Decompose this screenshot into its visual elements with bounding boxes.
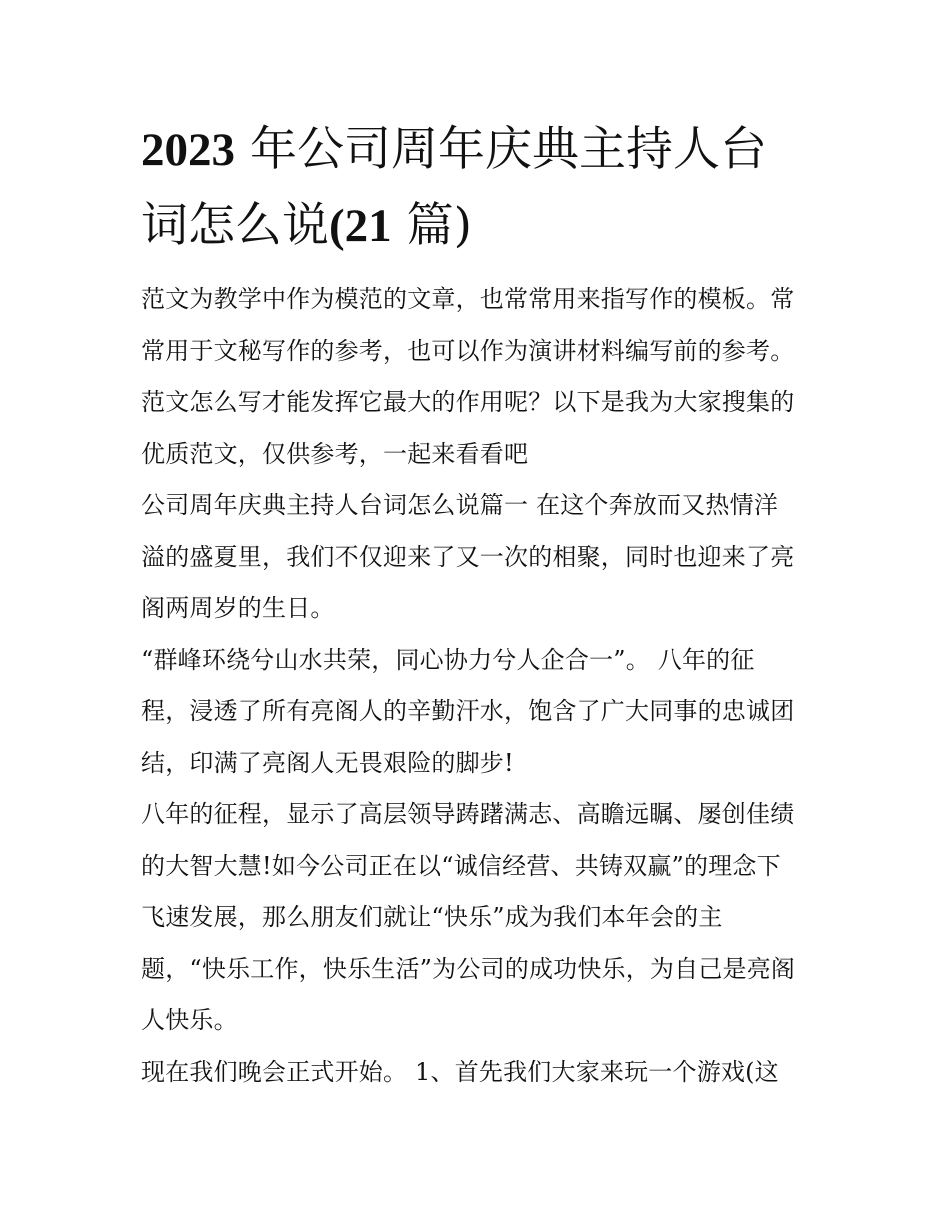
body-line: 溢的盛夏里，我们不仅迎来了又一次的相聚，同时也迎来了亮 <box>141 542 795 571</box>
title-line-2 <box>141 188 821 264</box>
body-line: 范文为教学中作为模范的文章，也常常用来指写作的模板。常 <box>141 285 795 313</box>
body-line: 优质范文，仅供参考，一起来看看吧 <box>141 439 529 468</box>
title-year: 2023 <box>141 124 235 176</box>
body-line: 题，“快乐工作，快乐生活”为公司的成功快乐，为自己是亮阁 <box>141 954 796 983</box>
title-line-1 <box>141 112 821 188</box>
title-text-3: 篇) <box>391 198 472 253</box>
body-line: “群峰环绕兮山水共荣，同心协力兮人企合一”。 八年的征 <box>141 645 755 674</box>
body-line: 范文怎么写才能发挥它最大的作用呢？以下是我为大家搜集的 <box>141 388 795 416</box>
body-line: 阁两周岁的生日。 <box>141 594 335 622</box>
title-count: (21 <box>329 200 392 252</box>
body-line: 常用于文秘写作的参考，也可以作为演讲材料编写前的参考。 <box>141 336 795 365</box>
body-line: 的大智大慧!如今公司正在以“诚信经营、共铸双赢”的理念下 <box>141 851 781 880</box>
title-text-1: 年公司周年庆典主持人台 <box>235 122 767 177</box>
body-line: 公司周年庆典主持人台词怎么说篇一 在这个奔放而又热情洋 <box>141 491 779 519</box>
body-line: 人快乐。 <box>141 1006 238 1034</box>
document-page <box>141 112 821 1098</box>
body-line: 结，印满了亮阁人无畏艰险的脚步! <box>141 748 514 777</box>
body-line: 八年的征程，显示了高层领导踌躇满志、高瞻远瞩、屡创佳绩 <box>141 800 795 828</box>
body-line: 程，浸透了所有亮阁人的辛勤汗水，饱含了广大同事的忠诚团 <box>141 697 795 725</box>
title-text-2: 词怎么说 <box>141 198 329 253</box>
body-line: 飞速发展，那么朋友们就让“快乐”成为我们本年会的主 <box>141 903 723 931</box>
document-body <box>141 274 821 1098</box>
document-title <box>141 112 821 264</box>
body-line: 现在我们晚会正式开始。 1、首先我们大家来玩一个游戏(这 <box>141 1057 779 1086</box>
